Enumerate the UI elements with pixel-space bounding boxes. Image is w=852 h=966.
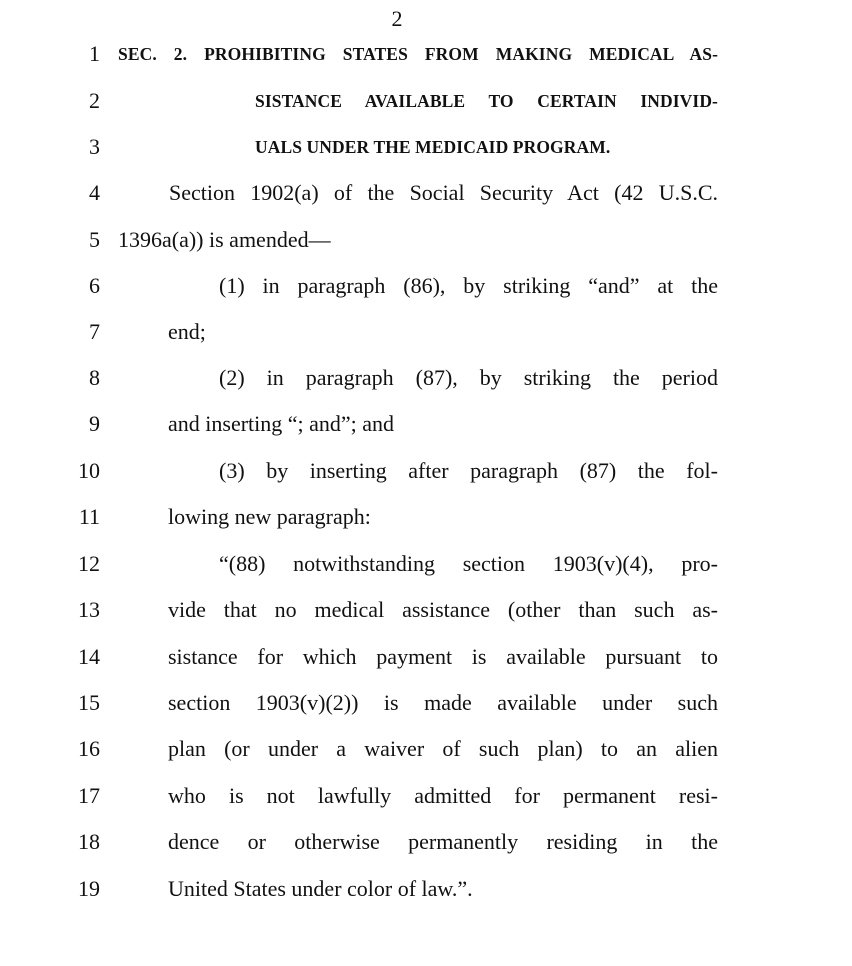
line-number: 4 <box>89 180 100 205</box>
line-text: dence or otherwise permanently residing in the <box>168 829 718 854</box>
line-number: 11 <box>78 504 100 529</box>
line-number: 7 <box>89 319 100 344</box>
line-number: 10 <box>78 458 100 483</box>
line-number: 12 <box>78 551 100 576</box>
bill-line <box>0 642 852 672</box>
line-number: 6 <box>89 273 100 298</box>
line-number: 16 <box>78 736 100 761</box>
line-text: (2) in paragraph (87), by striking the period <box>219 365 718 390</box>
bill-line <box>0 178 852 208</box>
page-number: 2 <box>391 6 403 31</box>
bill-line <box>0 734 852 764</box>
bill-line <box>0 502 852 532</box>
line-text: (1) in paragraph (86), by striking “and” at the <box>219 273 718 298</box>
line-text: (3) by inserting after paragraph (87) the fol- <box>219 458 718 483</box>
bill-line <box>0 225 852 255</box>
line-number: 2 <box>89 88 100 113</box>
line-text: United States under color of law.”. <box>168 876 473 901</box>
line-text: who is not lawfully admitted for permanent resi- <box>168 783 718 808</box>
bill-line <box>0 409 852 439</box>
line-text: vide that no medical assistance (other than such as- <box>168 597 718 622</box>
line-number: 17 <box>78 783 100 808</box>
line-text: “(88) notwithstanding section 1903(v)(4), pro- <box>219 551 718 576</box>
bill-line <box>0 781 852 811</box>
line-number: 19 <box>78 876 100 901</box>
line-number: 15 <box>78 690 100 715</box>
line-number: 3 <box>89 134 100 159</box>
bill-line <box>0 132 852 162</box>
bill-line <box>0 39 852 69</box>
line-text: section 1903(v)(2)) is made available under such <box>168 690 718 715</box>
bill-line <box>0 317 852 347</box>
line-number: 18 <box>78 829 100 854</box>
bill-line <box>0 874 852 904</box>
bill-line <box>0 688 852 718</box>
bill-line <box>0 456 852 486</box>
line-text: and inserting “; and”; and <box>168 411 395 436</box>
section-heading: SISTANCE AVAILABLE TO CERTAIN INDIVID- <box>255 91 718 111</box>
bill-line <box>0 86 852 116</box>
bill-line <box>0 549 852 579</box>
bill-line <box>0 271 852 301</box>
line-number: 13 <box>78 597 100 622</box>
line-text: end; <box>168 319 206 344</box>
bill-line <box>0 363 852 393</box>
line-text: 1396a(a)) is amended— <box>118 227 331 252</box>
line-number: 5 <box>89 227 100 252</box>
line-text: lowing new paragraph: <box>168 504 371 529</box>
bill-line <box>0 827 852 857</box>
section-heading: SEC. 2. PROHIBITING STATES FROM MAKING MEDICAL AS- <box>118 44 718 64</box>
section-heading: UALS UNDER THE MEDICAID PROGRAM. <box>255 137 611 157</box>
line-number: 1 <box>89 41 100 66</box>
line-number: 8 <box>89 365 100 390</box>
line-text: Section 1902(a) of the Social Security Act (42 U.S.C. <box>169 180 718 205</box>
line-text: plan (or under a waiver of such plan) to an alien <box>168 736 718 761</box>
bill-line <box>0 595 852 625</box>
line-text: sistance for which payment is available pursuant to <box>168 644 718 669</box>
line-number: 14 <box>78 644 100 669</box>
line-number: 9 <box>89 411 100 436</box>
